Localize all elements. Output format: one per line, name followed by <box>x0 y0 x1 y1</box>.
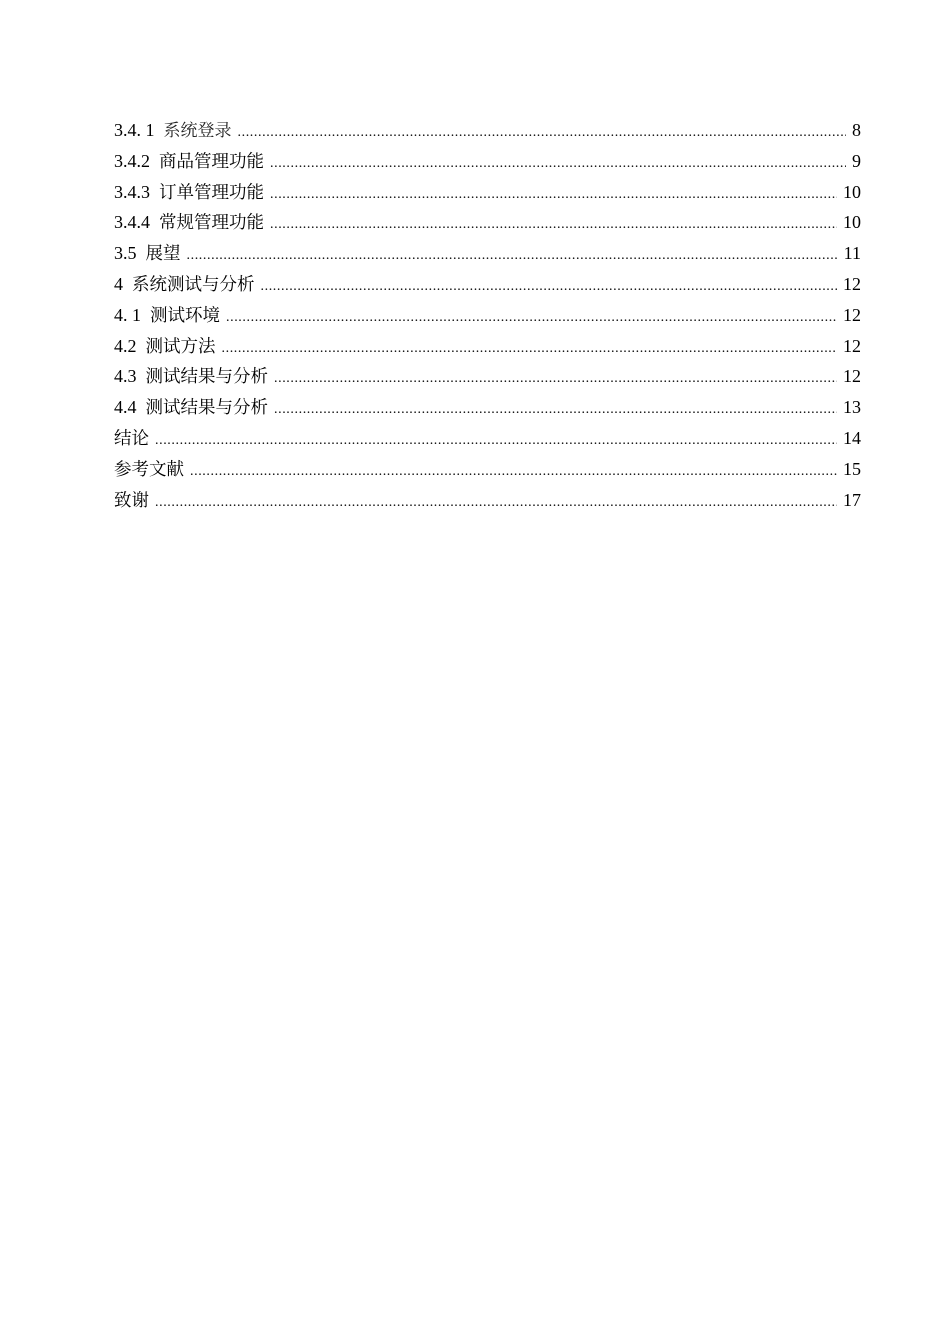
toc-dot-leader <box>190 457 837 488</box>
toc-entry-title: 系统测试与分析 <box>132 274 255 295</box>
toc-entry-page: 14 <box>843 427 861 448</box>
toc-entry-title: 致谢 <box>114 490 149 511</box>
toc-dot-leader <box>274 395 837 426</box>
toc-entry[interactable] <box>114 331 861 362</box>
table-of-contents <box>114 115 861 515</box>
toc-entry[interactable] <box>114 146 861 177</box>
toc-entry[interactable] <box>114 238 861 269</box>
toc-entry-page: 17 <box>843 489 861 510</box>
toc-dot-leader <box>222 334 838 365</box>
toc-entry-title: 测试环境 <box>150 305 220 326</box>
toc-entry-title: 测试方法 <box>145 336 216 357</box>
toc-entry-page: 8 <box>852 120 861 140</box>
toc-dot-leader <box>274 364 837 395</box>
toc-entry-page: 12 <box>843 273 861 294</box>
toc-dot-leader <box>226 303 837 334</box>
toc-entry-number: 3.5 <box>114 243 137 264</box>
toc-entry-page: 9 <box>852 150 861 171</box>
toc-entry-title: 展望 <box>145 244 181 265</box>
toc-entry-number: 3.4.2 <box>114 150 150 171</box>
toc-entry-title: 商品管理功能 <box>159 151 264 172</box>
toc-entry-number: 3.4. 1 <box>114 120 155 140</box>
toc-entry-page: 10 <box>843 181 861 202</box>
toc-entry-title: 系统登录 <box>163 121 232 141</box>
toc-entry-title: 测试结果与分析 <box>145 367 268 388</box>
toc-entry-page: 15 <box>843 458 861 479</box>
toc-entry[interactable] <box>114 300 861 331</box>
toc-entry-number: 4.3 <box>114 366 137 387</box>
toc-dot-leader <box>238 118 847 149</box>
toc-entry-number: 3.4.3 <box>114 181 150 202</box>
toc-entry[interactable] <box>114 454 861 485</box>
toc-entry-page: 11 <box>843 243 861 264</box>
toc-entry[interactable] <box>114 115 861 146</box>
toc-entry-page: 13 <box>843 397 861 418</box>
toc-entry-title: 常规管理功能 <box>159 213 264 234</box>
toc-dot-leader <box>270 210 837 241</box>
toc-entry-number: 4.4 <box>114 397 137 418</box>
toc-entry-title: 参考文献 <box>114 459 184 480</box>
toc-entry[interactable] <box>114 207 861 238</box>
toc-entry-number: 4 <box>114 273 123 294</box>
toc-entry[interactable] <box>114 485 861 516</box>
toc-entry-title: 测试结果与分析 <box>145 398 268 419</box>
toc-dot-leader <box>155 488 837 519</box>
toc-dot-leader <box>261 272 838 303</box>
toc-entry[interactable] <box>114 177 861 208</box>
toc-entry-page: 12 <box>843 335 861 356</box>
toc-dot-leader <box>270 149 846 180</box>
toc-dot-leader <box>187 241 838 272</box>
toc-entry-number: 4.2 <box>114 335 137 356</box>
toc-entry-title: 结论 <box>114 428 149 449</box>
toc-entry[interactable] <box>114 361 861 392</box>
toc-entry[interactable] <box>114 392 861 423</box>
toc-dot-leader <box>155 426 837 457</box>
toc-entry-title: 订单管理功能 <box>159 182 264 203</box>
toc-entry[interactable] <box>114 423 861 454</box>
toc-entry-page: 10 <box>843 212 861 233</box>
toc-entry[interactable] <box>114 269 861 300</box>
toc-entry-page: 12 <box>843 366 861 387</box>
toc-entry-number: 4. 1 <box>114 304 141 325</box>
toc-entry-page: 12 <box>843 304 861 325</box>
toc-dot-leader <box>270 180 837 211</box>
toc-entry-number: 3.4.4 <box>114 212 150 233</box>
